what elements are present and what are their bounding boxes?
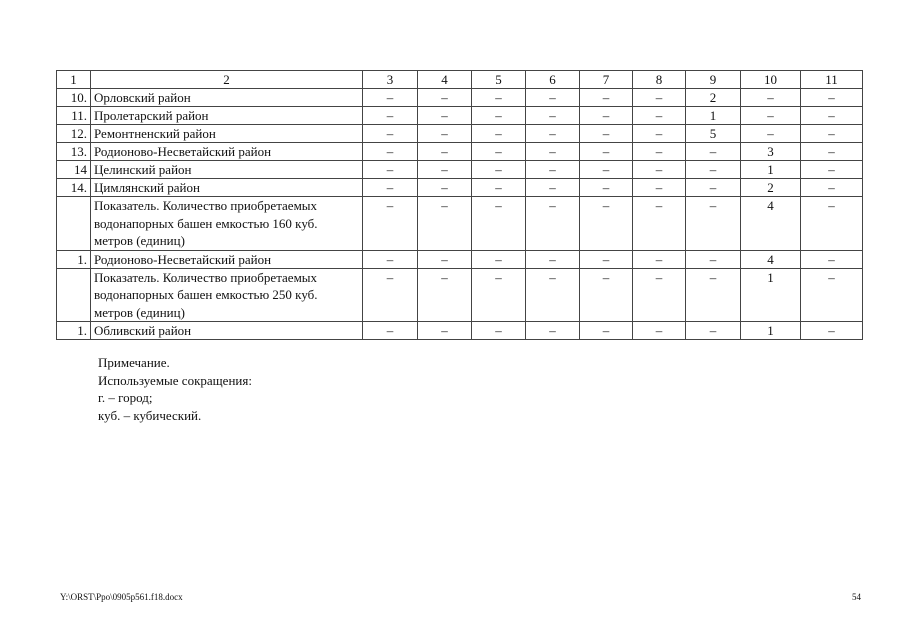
table-row xyxy=(57,143,863,161)
district-name: Ремонтненский район xyxy=(91,125,363,143)
page-number: 54 xyxy=(852,592,861,602)
table-cell: – xyxy=(686,268,741,322)
table-cell: – xyxy=(686,250,741,268)
table-row xyxy=(57,125,863,143)
table-cell: – xyxy=(472,161,526,179)
header-cell: 6 xyxy=(526,71,580,89)
table-cell: – xyxy=(580,125,633,143)
row-number: 12. xyxy=(57,125,91,143)
table-row xyxy=(57,161,863,179)
table-row xyxy=(57,107,863,125)
district-name: Цимлянский район xyxy=(91,179,363,197)
indicator-row xyxy=(57,268,863,322)
table-cell: – xyxy=(363,179,418,197)
table-cell: – xyxy=(580,107,633,125)
table-cell: – xyxy=(418,197,472,251)
table-cell: – xyxy=(580,89,633,107)
table-cell: – xyxy=(633,125,686,143)
table-cell: – xyxy=(472,322,526,340)
table-cell: – xyxy=(633,250,686,268)
table-cell: – xyxy=(686,179,741,197)
table-cell: – xyxy=(633,197,686,251)
table-cell: – xyxy=(801,89,863,107)
notes-title: Примечание. xyxy=(98,355,170,370)
table-cell: – xyxy=(526,322,580,340)
table-row xyxy=(57,250,863,268)
notes-subtitle: Используемые сокращения: xyxy=(98,372,252,388)
table-cell: 2 xyxy=(686,89,741,107)
table-cell: – xyxy=(526,250,580,268)
data-table xyxy=(56,70,863,340)
district-name: Родионово-Несветайский район xyxy=(91,143,363,161)
table-cell: – xyxy=(418,161,472,179)
header-cell: 10 xyxy=(741,71,801,89)
table-cell: – xyxy=(472,107,526,125)
table-cell: – xyxy=(801,125,863,143)
table-cell: – xyxy=(526,268,580,322)
table-cell: – xyxy=(801,143,863,161)
table-cell: – xyxy=(633,161,686,179)
table-cell: 5 xyxy=(686,125,741,143)
header-cell: 3 xyxy=(363,71,418,89)
district-name: Пролетарский район xyxy=(91,107,363,125)
table-cell: – xyxy=(801,250,863,268)
table-cell: – xyxy=(580,250,633,268)
table-cell: 2 xyxy=(741,179,801,197)
row-number: 10. xyxy=(57,89,91,107)
table-cell: – xyxy=(633,89,686,107)
table-cell: – xyxy=(472,125,526,143)
table-row xyxy=(57,89,863,107)
header-cell: 7 xyxy=(580,71,633,89)
table-cell: – xyxy=(801,107,863,125)
table-cell: – xyxy=(633,179,686,197)
table-cell: – xyxy=(363,268,418,322)
table-cell: – xyxy=(418,268,472,322)
header-cell: 4 xyxy=(418,71,472,89)
table-cell: – xyxy=(418,89,472,107)
table-cell: – xyxy=(363,125,418,143)
table-cell: – xyxy=(363,197,418,251)
table-cell: 4 xyxy=(741,197,801,251)
table-cell: – xyxy=(363,250,418,268)
table-cell: – xyxy=(418,322,472,340)
table-cell: – xyxy=(580,268,633,322)
table-cell: – xyxy=(526,125,580,143)
table-cell: 1 xyxy=(741,322,801,340)
notes-block xyxy=(98,354,252,424)
table-cell: – xyxy=(741,125,801,143)
row-number xyxy=(57,268,91,322)
table-cell: – xyxy=(418,250,472,268)
footer-file-path: Y:\ORST\Ppo\0905p561.f18.docx xyxy=(60,592,183,602)
table-cell: – xyxy=(418,179,472,197)
table-cell: – xyxy=(633,143,686,161)
header-cell: 5 xyxy=(472,71,526,89)
table-cell: – xyxy=(801,268,863,322)
table-cell: – xyxy=(686,143,741,161)
row-number: 1. xyxy=(57,250,91,268)
table-cell: – xyxy=(526,197,580,251)
table-cell: – xyxy=(526,161,580,179)
district-name: Целинский район xyxy=(91,161,363,179)
table-cell: – xyxy=(363,107,418,125)
table-row xyxy=(57,322,863,340)
table-cell: – xyxy=(580,143,633,161)
table-row xyxy=(57,179,863,197)
table-cell: – xyxy=(472,89,526,107)
table-cell: – xyxy=(472,268,526,322)
district-name: Орловский район xyxy=(91,89,363,107)
table-cell: – xyxy=(801,161,863,179)
row-number: 13. xyxy=(57,143,91,161)
table-header-row xyxy=(57,71,863,89)
table-cell: – xyxy=(418,143,472,161)
table-cell: – xyxy=(363,322,418,340)
table-cell: – xyxy=(526,89,580,107)
table-cell: – xyxy=(801,179,863,197)
table-cell: – xyxy=(418,107,472,125)
row-number xyxy=(57,197,91,251)
indicator-name: Показатель. Количество приобретаемых водонапорных башен емкостью 160 куб. метров (единиц) xyxy=(91,197,363,251)
table-cell: – xyxy=(580,322,633,340)
row-number: 14 xyxy=(57,161,91,179)
district-name: Родионово-Несветайский район xyxy=(91,250,363,268)
table-cell: – xyxy=(363,89,418,107)
table-cell: – xyxy=(472,250,526,268)
header-cell: 11 xyxy=(801,71,863,89)
row-number: 14. xyxy=(57,179,91,197)
table-cell: 1 xyxy=(741,268,801,322)
header-cell: 1 xyxy=(57,71,91,89)
indicator-name: Показатель. Количество приобретаемых водонапорных башен емкостью 250 куб. метров (единиц) xyxy=(91,268,363,322)
table-cell: – xyxy=(801,197,863,251)
table-cell: 3 xyxy=(741,143,801,161)
table-cell: – xyxy=(472,179,526,197)
table-cell: – xyxy=(686,161,741,179)
indicator-row xyxy=(57,197,863,251)
header-cell: 2 xyxy=(91,71,363,89)
table-cell: – xyxy=(633,322,686,340)
district-name: Обливский район xyxy=(91,322,363,340)
table-cell: – xyxy=(633,268,686,322)
table-cell: – xyxy=(418,125,472,143)
table-cell: – xyxy=(741,89,801,107)
table-cell: – xyxy=(526,143,580,161)
row-number: 11. xyxy=(57,107,91,125)
header-cell: 8 xyxy=(633,71,686,89)
table-cell: – xyxy=(526,107,580,125)
table-cell: – xyxy=(686,197,741,251)
table-cell: 1 xyxy=(686,107,741,125)
table-cell: – xyxy=(580,179,633,197)
table-cell: – xyxy=(363,143,418,161)
header-cell: 9 xyxy=(686,71,741,89)
abbreviation-line: г. – город; xyxy=(98,390,153,405)
table-cell: – xyxy=(801,322,863,340)
table-cell: – xyxy=(633,107,686,125)
table-cell: 1 xyxy=(741,161,801,179)
table-cell: – xyxy=(580,161,633,179)
row-number: 1. xyxy=(57,322,91,340)
table-cell: – xyxy=(686,322,741,340)
table-cell: – xyxy=(472,197,526,251)
table-cell: 4 xyxy=(741,250,801,268)
table-cell: – xyxy=(741,107,801,125)
table-cell: – xyxy=(472,143,526,161)
abbreviation-line: куб. – кубический. xyxy=(98,407,202,423)
table-cell: – xyxy=(526,179,580,197)
table-cell: – xyxy=(580,197,633,251)
table-cell: – xyxy=(363,161,418,179)
